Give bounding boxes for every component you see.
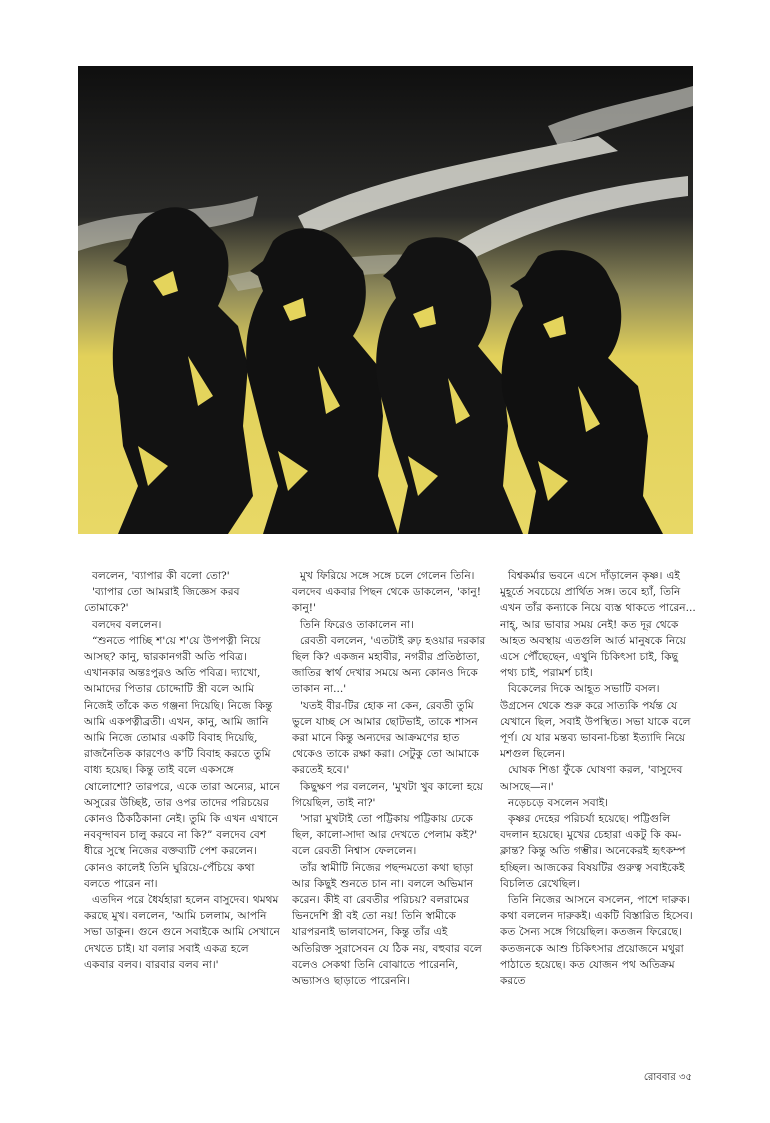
paragraph: মুখ ফিরিয়ে সঙ্গে সঙ্গে চলে গেলেন তিনি। বলদেব একবার পিছন থেকে ডাকলেন, 'কানু! কানু!' [292,570,482,615]
paragraph: ঘোষক শিঙা ফুঁকে ঘোষণা করল, 'বাসুদেব আসছে—ন।' [500,764,683,793]
text-column-2 [292,568,488,1068]
paragraph: 'সারা মুখটাই তো পট্টিকায় পট্টিকায় ঢেকে ছিল, কালো-সাদা আর দেখতে পেলাম কই?' বলে রেবতী নিশ্বাস ফেললেন। [292,813,478,858]
paragraph: তাঁর স্বামীটি নিজের পছন্দমতো কথা ছাড়া আর কিছুই শুনতে চান না। বললে অভিমান করেন। কীই বা রেবতীর পরিচয়? বলরামের ভিনদেশি স্ত্রী বই তো নয়! তিনি স্বামীকে যারপরনাই ভালবাসেন, কিন্তু তাঁর এই অতিরিক্ত সুরাসেবন যে ঠিক নয়, বহুবার বলে বলেও সেকথা তিনি বোঝাতে পারেননি, অভ্যাসও ছাড়াতে পারেননি। [292,861,482,988]
paragraph: “শুনতে পাচ্ছি শ'য়ে শ'য়ে উপপত্নী নিয়ে আসছ? কানু, দ্বারকানগরী অতি পবিত্র। এখানকার অন্তঃপুরও অতি পবিত্র। দ্যাখো, আমাদের পিতার চোদ্দোটি স্ত্রী বলে আমি নিজেই তাঁকে কত গঞ্জনা দিয়েছি। নিজে কিন্তু আমি একপত্নীব্রতী। এখন, কানু, আমি জানি আমি নিজে তোমার একটি বিবাহ দিয়েছি, রাজনৈতিক কারণেও ক'টি বিবাহ করতে তুমি বাধ্য হয়েছ। কিন্তু তাই বলে একসঙ্গে ষোলোশো? তারপরে, একে তারা অন্যের, মানে অসুরের উচ্ছিষ্ট, তার ওপর তাদের পরিচয়ের কোনও ঠিকঠিকানা নেই। তুমি কি এখন এখানে নববৃন্দাবন চালু করবে না কি?” বলদেব বেশ ধীরে সুস্থে নিজের বক্তব্যটি পেশ করলেন। কোনও কালেই তিনি ঘুরিয়ে-পেঁচিয়ে কথা বলতে পারেন না। [84,634,280,890]
text-column-3 [500,568,696,1068]
paragraph: নড়েচড়ে বসলেন সবাই। [508,796,609,809]
paragraph: কিছুক্ষণ পর বললেন, 'মুখটা খুব কালো হয়ে গিয়েছিল, তাই না?' [292,780,483,809]
article-body [84,568,696,1068]
paragraph: বলদেব বললেন। [92,618,162,631]
paragraph: বিশ্বকর্মার ভবনে এসে দাঁড়ালেন কৃষ্ণ। এই মুহূর্তে সবচেয়ে প্রার্থিত সঙ্গ। তবে হ্যাঁ, তিনি এখন তাঁর কন্যাকে নিয়ে ব্যস্ত থাকতে পারেন... নাহ্, আর ভাবার সময় নেই! কত দূর থেকে আহত অবস্থায় এতগুলি আর্ত মানুষকে নিয়ে এসে পৌঁছেছেন, এখুনি চিকিৎসা চাই, কিছু পথ্য চাই, পরামর্শ চাই। [500,570,696,680]
paragraph: তিনি নিজের আসনে বসলেন, পাশে দারুক। কথা বললেন দারুকই। একটি বিস্তারিত হিসেব। কত সৈন্য সঙ্গে গিয়েছিল। কতজন ফিরেছে। কতজনকে আশু চিকিৎসার প্রয়োজনে মথুরা পাঠাতে হয়েছে। কত যোজন পথ অতিক্রম করতে [500,894,693,988]
paragraph: বিকেলের দিকে আহূত সভাটি বসল। উগ্রসেন থেকে শুরু করে সাত্যকি পর্যন্ত যে যেখানে ছিল, সবাই উপস্থিত। সভা যাকে বলে পূর্ণ। যে যার মন্তব্য ভাবনা-চিন্তা ইত্যাদি নিয়ে মশগুল ছিলেন। [500,683,691,761]
paragraph: কৃষ্ণর দেহের পরিচর্যা হয়েছে। পট্টিগুলি বদলান হয়েছে। মুখের চেহারা একটু কি কম-ক্লান্ত? কিন্তু অতি গম্ভীর। অনেকেরই হৃৎকম্প হচ্ছিল। আজকের বিষয়টির গুরুত্ব সবাইকেই বিচলিত রেখেছিল। [500,813,686,890]
cover-illustration [78,66,693,534]
page-footer: রোববার ৩৫ [643,1072,692,1083]
paragraph: তিনি ফিরেও তাকালেন না। [300,618,414,631]
paragraph: 'ব্যাপার তো আমরাই জিজ্ঞেস করব তোমাকে?' [84,586,240,615]
paragraph: রেবতী বললেন, 'এতটাই রুঢ় হওয়ার দরকার ছিল কি? একজন মহাবীর, নগরীর প্রতিষ্ঠাতা, জাতির স্বার্থ দেখার সময়ে অন্য কোনও দিকে তাকান না...' [292,634,486,696]
four-women-silhouette-artwork [78,66,693,534]
paragraph: এতদিন পরে ধৈর্যহারা হলেন বাসুদেব। থমথম করছে মুখ। বললেন, 'আমি চললাম, আপনি সভা ডাকুন। গুনে গুনে সবাইকে আমি সেখানে দেখতে চাই। যা বলার সবাই একত্র হলে একবার বলব। বারবার বলব না।' [84,894,280,971]
paragraph: বললেন, 'ব্যাপার কী বলো তো?' [92,570,230,582]
text-column-1 [84,568,280,1068]
paragraph: 'যতই বীর-টির হোক না কেন, রেবতী তুমি ভুলে যাচ্ছ সে আমার ছোটভাই, তাকে শাসন করা মানে কিন্তু অন্যদের আক্রমণের হাত থেকেও তাকে রক্ষা করা। সেটুকু তো আমাকে করতেই হবে।' [292,699,479,777]
